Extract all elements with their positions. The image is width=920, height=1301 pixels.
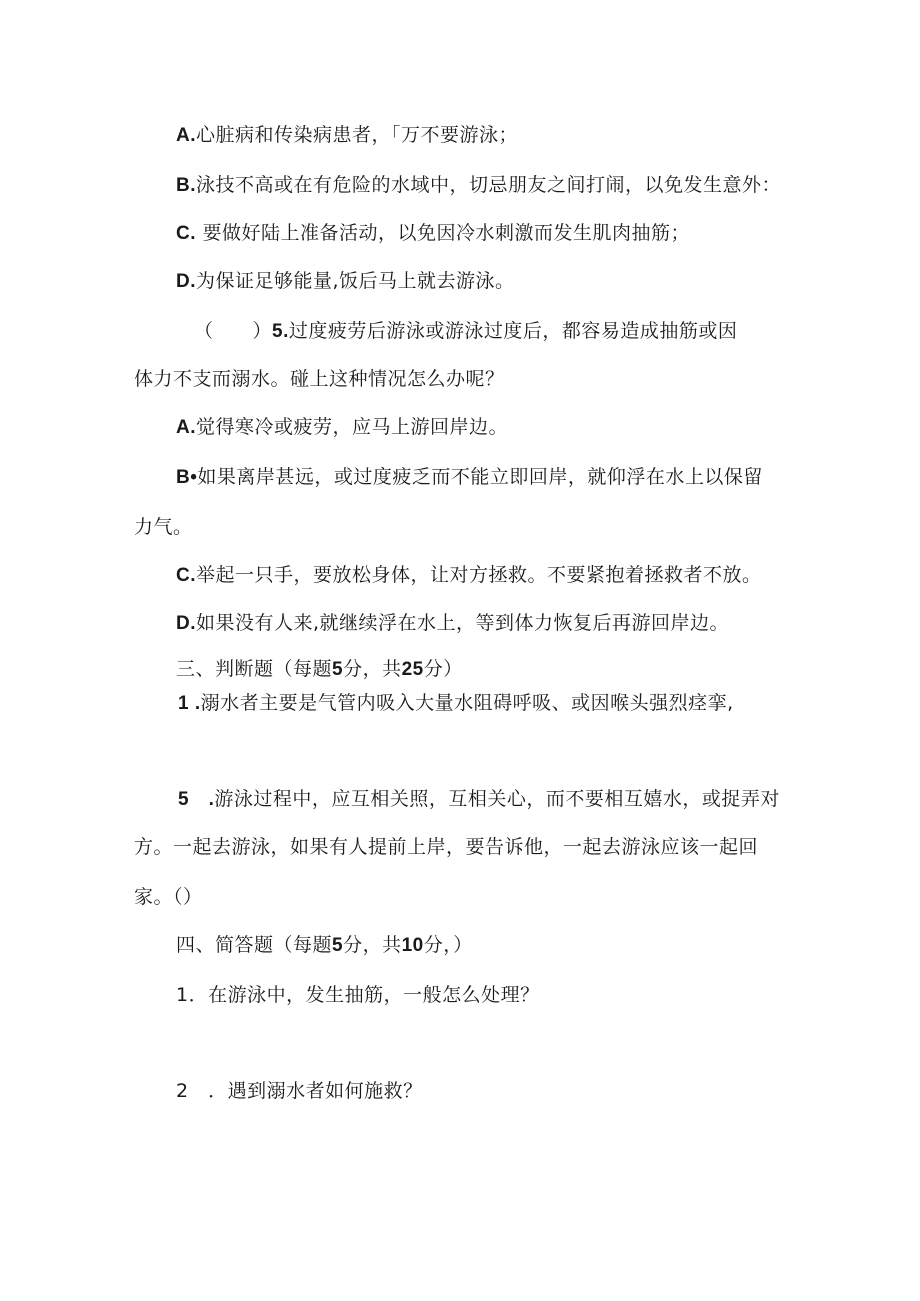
section3-item-5-line3: 家。（） xyxy=(134,886,203,908)
option-text: 如果没有人来,就继续浮在水上，等到体力恢复后再游回岸边。 xyxy=(196,612,730,634)
heading-text: 分） xyxy=(423,658,463,680)
option-text: 如果离岸甚远，或过度疲乏而不能立即回岸，就仰浮在水上以保留 xyxy=(197,466,763,488)
heading-number: 25 xyxy=(401,659,424,680)
option-text: 举起一只手，要放松身体，让对方拯救。不要紧抱着拯救者不放。 xyxy=(196,564,762,586)
q5-option-b xyxy=(176,464,763,491)
heading-number: 10 xyxy=(401,935,424,956)
item-number: 5 . xyxy=(178,789,215,810)
item-text: 溺水者主要是气管内吸入大量水阻碍呼吸、或因喉头强烈痉挛, xyxy=(200,692,734,714)
q4-option-a xyxy=(176,122,518,149)
option-text: 心脏病和传染病患者，「万不要游泳； xyxy=(196,124,519,146)
option-text: 觉得寒冷或疲劳，应马上游回岸边。 xyxy=(196,416,509,438)
question-number: 5. xyxy=(272,321,289,342)
section3-item-5 xyxy=(178,786,780,813)
option-text: 泳技不高或在有危险的水域中，切忌朋友之间打闹，以免发生意外： xyxy=(196,174,782,196)
option-marker: A. xyxy=(176,417,196,438)
q4-option-c xyxy=(176,220,690,247)
q5-stem-line2: 体力不支而溺水。碰上这种情况怎么办呢？ xyxy=(134,368,505,390)
q5-option-c xyxy=(176,562,762,589)
option-text: 要做好陆上准备活动，以免因冷水刺激而发生肌肉抽筋； xyxy=(196,222,691,244)
item-number: 1 . xyxy=(178,693,201,714)
option-marker: A. xyxy=(176,125,196,146)
section3-item-5-line2: 方。一起去游泳，如果有人提前上岸，要告诉他，一起去游泳应该一起回 xyxy=(134,836,759,858)
option-marker: D. xyxy=(176,271,196,292)
option-marker: C. xyxy=(176,565,196,586)
heading-text: 四、简答题（每题 xyxy=(176,934,333,956)
option-marker: C. xyxy=(176,223,196,244)
section4-question-1: 1．在游泳中，发生抽筋，一般怎么处理？ xyxy=(176,984,540,1006)
q5-option-a xyxy=(176,414,508,441)
section4-question-2: 2 ．遇到溺水者如何施救？ xyxy=(176,1080,423,1102)
q5-option-d xyxy=(176,610,729,637)
heading-text: 三、判断题（每题 xyxy=(176,658,333,680)
option-text: 为保证足够能量,饭后马上就去游泳。 xyxy=(196,270,515,292)
q5-option-b-continuation: 力气。 xyxy=(134,516,193,538)
heading-number: 5 xyxy=(332,935,344,956)
heading-text: 分，） xyxy=(423,934,473,956)
q5-stem-line1 xyxy=(194,318,737,345)
section3-heading xyxy=(176,656,463,683)
heading-text: 分，共 xyxy=(343,658,402,680)
section3-item-1 xyxy=(178,690,734,717)
answer-paren: （ ） xyxy=(194,320,273,342)
heading-number: 5 xyxy=(332,659,344,680)
question-text: 过度疲劳后游泳或游泳过度后，都容易造成抽筋或因 xyxy=(288,320,738,342)
section4-heading xyxy=(176,932,473,959)
option-marker: B. xyxy=(176,175,196,196)
option-marker: B• xyxy=(176,467,198,488)
item-text: 游泳过程中，应互相关照，互相关心，而不要相互嬉水，或捉弄对 xyxy=(214,788,780,810)
q4-option-b xyxy=(176,172,781,199)
option-marker: D. xyxy=(176,613,196,634)
heading-text: 分，共 xyxy=(343,934,402,956)
q4-option-d xyxy=(176,268,515,295)
